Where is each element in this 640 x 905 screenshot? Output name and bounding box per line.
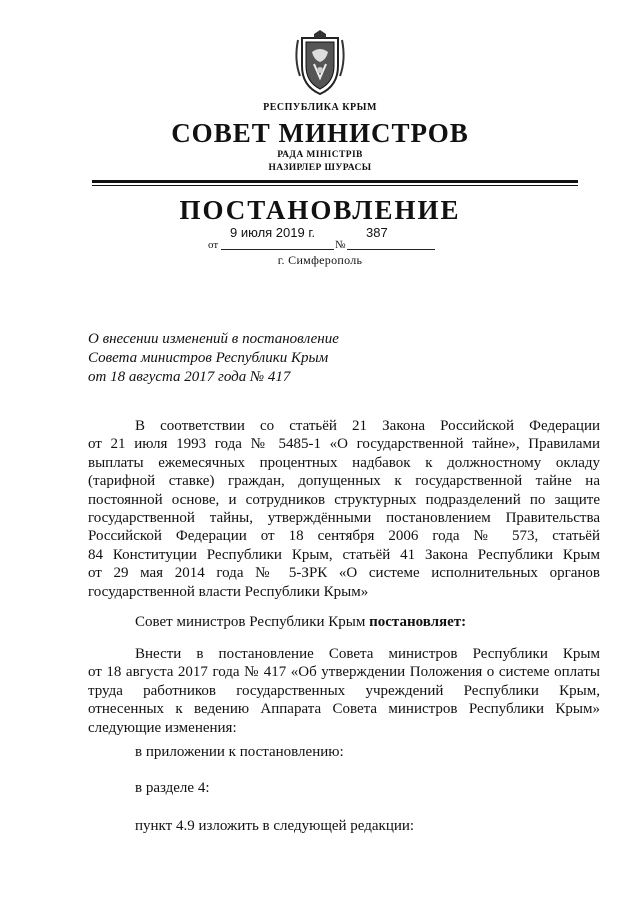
number-label: № [335, 239, 346, 251]
header-divider-thick [92, 180, 578, 183]
text-line: следующие изменения: [88, 719, 237, 736]
appendix-line: в приложении к постановлению: [135, 744, 344, 760]
document-subject [88, 330, 339, 387]
text-line: отнесенных к ведению Аппарата Совета министров Республики Крым» [88, 701, 600, 718]
subject-line: О внесении изменений в постановление [88, 331, 339, 347]
council-title-ukrainian: РАДА МІНІСТРІВ [277, 150, 363, 160]
amendment-paragraph [88, 645, 600, 737]
text-line: от 21 июля 1993 года № 5485-1 «О государственной тайне», Правилами [88, 436, 600, 453]
text-line: государственной власти Республики Крым» [88, 583, 369, 600]
text-line: государственной тайны, утверждёнными постановлением Правительства [88, 510, 600, 527]
republic-name: РЕСПУБЛИКА КРЫМ [263, 102, 377, 113]
text-line: от 29 мая 2014 года № 5-ЗРК «О системе исполнительных органов [88, 565, 600, 582]
text-line: Внести в постановление Совета министров Республики Крым [135, 646, 600, 662]
header-divider-thin [92, 185, 578, 186]
text-line: Российской Федерации от 18 сентября 2006 года № 573, статьёй [88, 528, 600, 545]
council-title: СОВЕТ МИНИСТРОВ [171, 118, 469, 148]
section-line: в разделе 4: [135, 780, 210, 796]
document-type-title: ПОСТАНОВЛЕНИЕ [179, 195, 461, 225]
date-underline [221, 249, 334, 250]
text-line: выплаты ежемесячных процентных надбавок к должностному окладу [88, 454, 600, 471]
subject-line: Совета министров Республики Крым [88, 350, 329, 366]
text-line: постоянной основе, и сотрудников структурных подразделений по защите [88, 491, 600, 508]
text-line: В соответствии со статьёй 21 Закона Российской Федерации [135, 418, 600, 434]
text-line: (тарифной ставке) граждан, допущенных к государственной тайне на [88, 473, 600, 490]
handwritten-number: 387 [366, 225, 388, 240]
resolution-clause [135, 614, 466, 631]
text-line: от 18 августа 2017 года № 417 «Об утверждении Положения о системе оплаты [88, 664, 600, 681]
preamble-paragraph [88, 417, 600, 601]
handwritten-date: 9 июля 2019 г. [230, 225, 316, 240]
text-line: труда работников государственных учреждений Республики Крым, [88, 682, 600, 699]
coat-of-arms-icon [292, 30, 348, 98]
number-underline [347, 249, 435, 250]
item-line: пункт 4.9 изложить в следующей редакции: [135, 818, 415, 834]
city-name: г. Симферополь [277, 253, 363, 267]
date-label: от [208, 239, 219, 251]
resolution-clause-prefix: Совет министров Республики Крым [135, 614, 370, 630]
text-line: 84 Конституции Республики Крым, статьёй 41 Закона Республики Крым [88, 546, 600, 563]
council-title-crimean-tatar: НАЗИРЛЕР ШУРАСЫ [268, 163, 372, 173]
subject-line: от 18 августа 2017 года № 417 [88, 369, 291, 385]
resolution-clause-verb: постановляет: [369, 614, 467, 630]
